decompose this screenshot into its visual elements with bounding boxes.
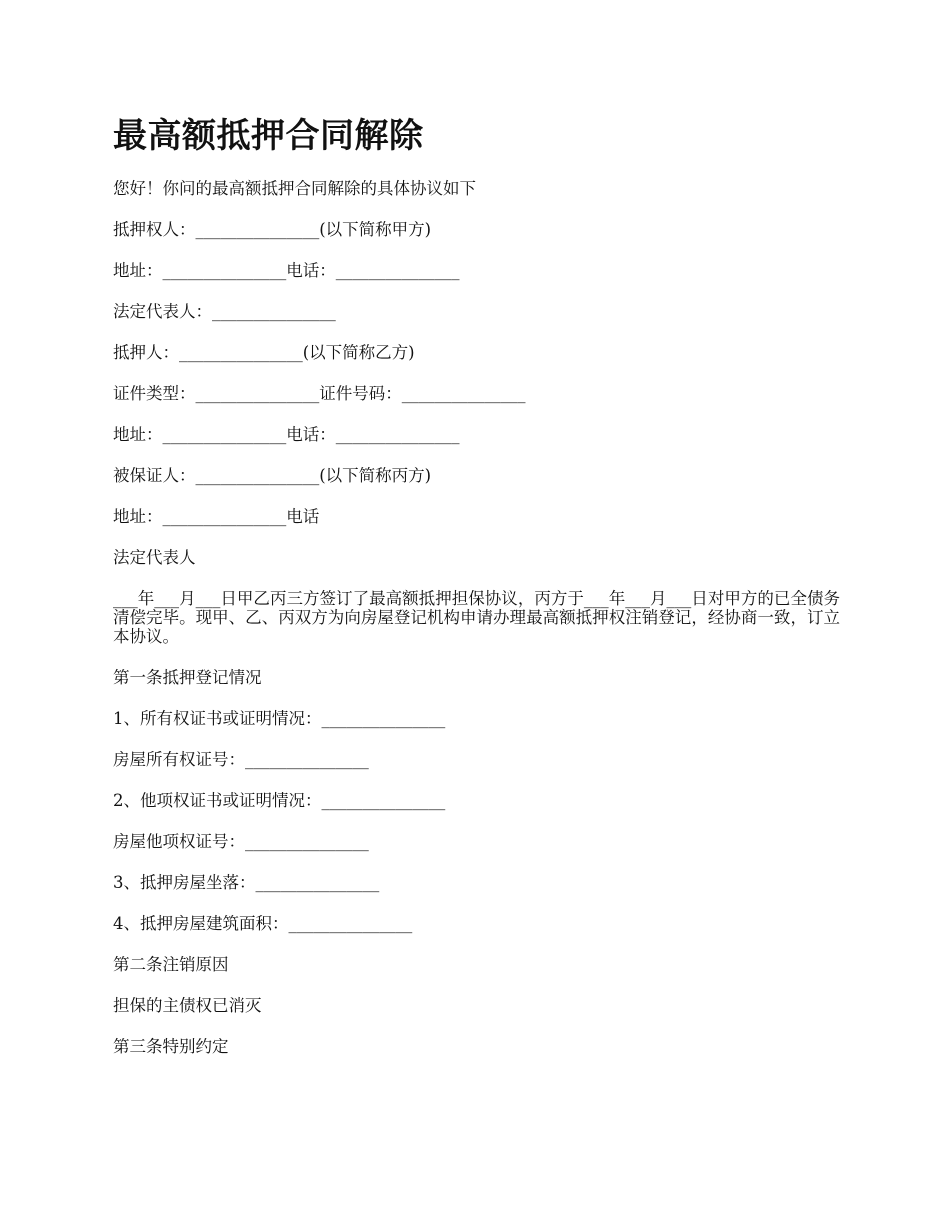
ownership-certificate-line: 1、所有权证书或证明情况：_______________ bbox=[113, 709, 446, 728]
id-type-line: 证件类型：_______________证件号码：_______________ bbox=[113, 384, 526, 403]
property-location-line: 3、抵押房屋坐落：_______________ bbox=[113, 873, 380, 892]
ownership-number-line: 房屋所有权证号：_______________ bbox=[113, 750, 369, 769]
legal-representative-line: 法定代表人：_______________ bbox=[113, 302, 336, 321]
mortgagee-address-line: 地址：_______________电话：_______________ bbox=[113, 261, 460, 280]
other-rights-number-line: 房屋他项权证号：_______________ bbox=[113, 832, 369, 851]
mortgagor-line: 抵押人：_______________(以下简称乙方) bbox=[113, 343, 415, 362]
document-title: 最高额抵押合同解除 bbox=[113, 116, 424, 156]
cancellation-reason-line: 担保的主债权已消灭 bbox=[113, 996, 262, 1015]
mortgagee-line: 抵押权人：_______________(以下简称甲方) bbox=[113, 220, 432, 239]
property-area-line: 4、抵押房屋建筑面积：_______________ bbox=[113, 914, 413, 933]
mortgagor-address-line: 地址：_______________电话：_______________ bbox=[113, 425, 460, 444]
article-2-heading: 第二条注销原因 bbox=[113, 955, 229, 974]
guaranteed-representative-line: 法定代表人 bbox=[113, 548, 196, 567]
article-3-heading: 第三条特别约定 bbox=[113, 1037, 229, 1056]
agreement-body-paragraph: ___年___月___日甲乙丙三方签订了最高额抵押担保协议，丙方于___年___月___日对甲方的已全债务清偿完毕。现甲、乙、丙双方为向房屋登记机构申请办理最高额抵押权注销登记，经协商一致，订立本协议。 bbox=[113, 589, 840, 646]
guaranteed-party-line: 被保证人：_______________(以下简称丙方) bbox=[113, 466, 432, 485]
article-1-heading: 第一条抵押登记情况 bbox=[113, 668, 262, 687]
guaranteed-address-line: 地址：_______________电话 bbox=[113, 507, 320, 526]
document-page bbox=[113, 112, 840, 1078]
other-rights-certificate-line: 2、他项权证书或证明情况：_______________ bbox=[113, 791, 446, 810]
intro-paragraph: 您好！你问的最高额抵押合同解除的具体协议如下 bbox=[113, 179, 476, 198]
